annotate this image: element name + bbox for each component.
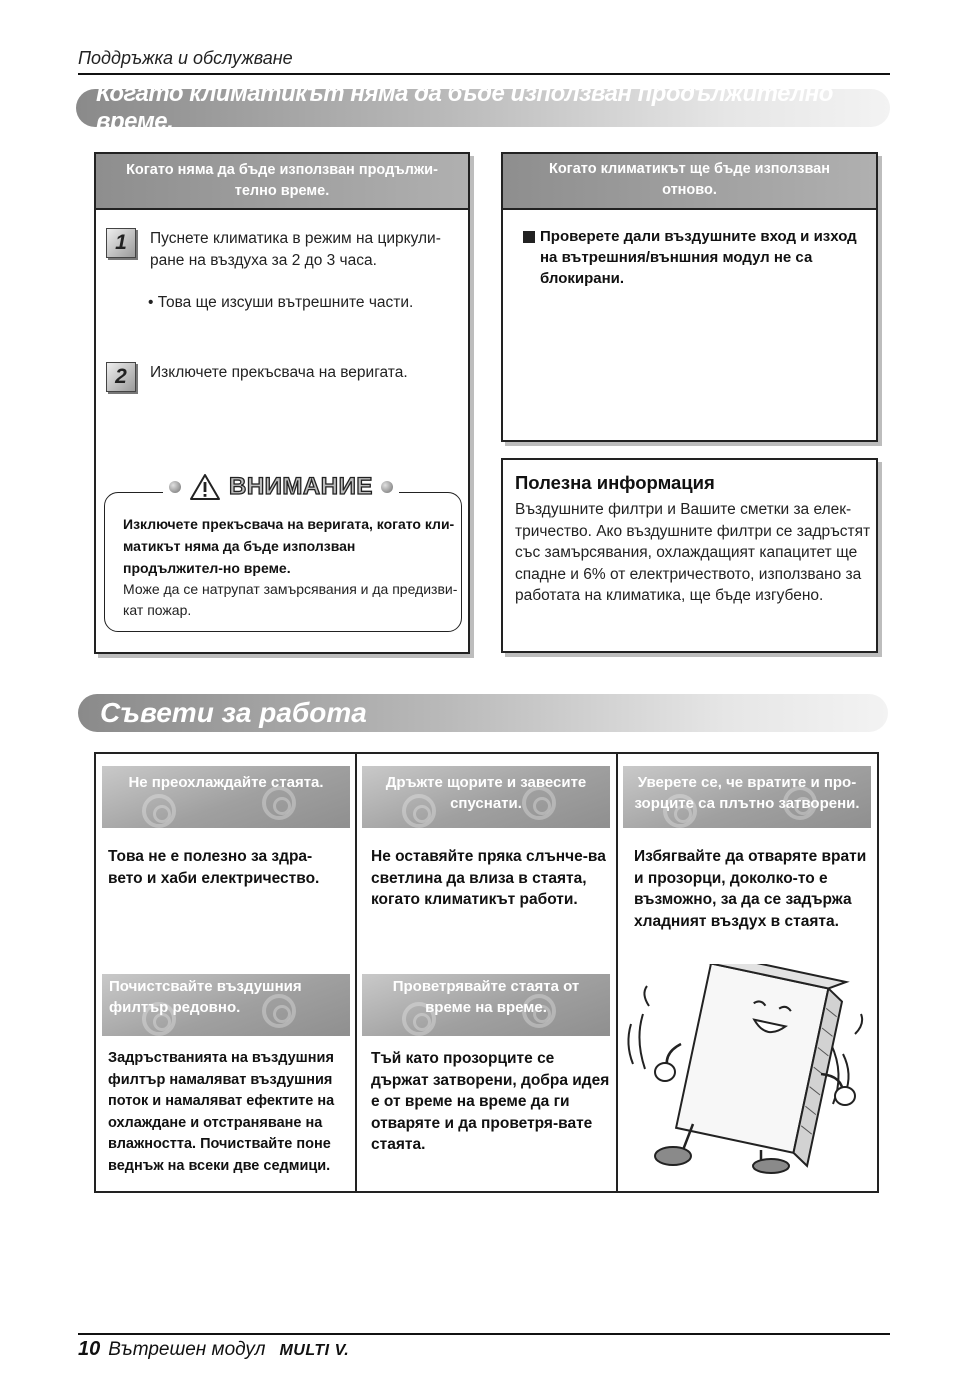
not-in-use-box xyxy=(94,152,470,654)
caution-title xyxy=(163,473,399,501)
tip-header xyxy=(623,766,871,828)
tip-header xyxy=(102,766,350,828)
box-header-line: Когато климатикът ще бъде използван xyxy=(548,161,831,177)
bullet-dot-icon xyxy=(381,481,393,493)
step-2 xyxy=(106,362,408,392)
section-banner-tips xyxy=(78,694,888,732)
step-1 xyxy=(106,228,466,272)
step-1-note: • Това ще изсуши вътрешните части. xyxy=(148,294,414,311)
banner-text: Съвети за работа xyxy=(100,697,367,728)
info-title: Полезна информация xyxy=(515,472,715,493)
page-footer xyxy=(78,1338,349,1361)
footer-rule xyxy=(78,1333,890,1335)
step-text: Изключете прекъсвача на веригата. xyxy=(150,364,408,381)
tip-header-text: Почистсвайте въздушния филтър редовно. xyxy=(109,978,302,1016)
tip-header xyxy=(362,974,610,1036)
caution-detail-text: Може да се натрупат замърсявания и да предизви-кат пожар. xyxy=(123,581,458,618)
banner-text: Когато климатикът няма да бъде използван продължително време. xyxy=(96,80,833,135)
tip-header-text: Дръжте щорите и завесите спуснати. xyxy=(385,774,587,812)
tip-body: Не оставяйте пряка слънче-ва светлина да влиза в стаята, когато климатикът работи. xyxy=(371,848,606,908)
caution-warning-text: Изключете прекъсвача на веригата, когато кли-матикът няма да бъде използван продължител-но време. xyxy=(123,516,455,576)
tip-body: Тъй като прозорците се държат затворени, добра идея е от време на време да ги отваряте и да проветря-вате стаята. xyxy=(371,1050,610,1153)
tip-header-text: Не преохлаждайте стаята. xyxy=(128,774,324,791)
tip-body: Избягвайте да отваряте врати и прозорци, доколко-то е възможно, за да се задържа хладният въздух в стаята. xyxy=(634,848,867,930)
multi-v-logo: MULTI V. xyxy=(279,1342,350,1359)
warning-triangle-icon xyxy=(189,473,221,501)
check-item-text: Проверете дали въздушните вход и изход на вътрешния/външния модул не са блокирани. xyxy=(540,228,857,287)
tip-header xyxy=(362,766,610,828)
column-divider xyxy=(355,754,357,1191)
column-divider xyxy=(616,754,618,1191)
header-rule xyxy=(78,73,890,75)
section-banner-long-term xyxy=(76,80,890,135)
tip-body: Задръстванията на въздушния филтър намаляват въздушния поток и намаляват ефектите на охлаждане и отстраняване на влажността. Почиствайте поне веднъж на всеки две седмици. xyxy=(108,1050,335,1174)
step-number-badge: 2 xyxy=(106,362,136,392)
box-header xyxy=(96,154,468,210)
step-text: Пуснете климатика в режим на циркули-ране на въздуха за 2 до 3 часа. xyxy=(150,230,441,269)
caution-panel xyxy=(104,473,462,632)
tip-header xyxy=(102,974,350,1036)
box-header-line: телно време. xyxy=(234,183,330,199)
caution-heading: ВНИМАНИЕ xyxy=(229,473,373,500)
tip-body: Това не е полезно за здра-вето и хаби електричество. xyxy=(108,848,320,887)
square-bullet-icon xyxy=(523,231,535,243)
check-item xyxy=(523,226,863,289)
box-header-line: Когато няма да бъде използван продължи- xyxy=(126,162,438,178)
useful-info-box xyxy=(501,458,878,653)
tip-header-text: Проветрявайте стаята от време на време. xyxy=(392,978,580,1016)
step-number-badge: 1 xyxy=(106,228,136,258)
header-section-title: Поддръжка и обслужване xyxy=(78,48,293,68)
box-header-line: отново. xyxy=(662,182,717,198)
indoor-unit-mascot-illustration xyxy=(621,964,871,1174)
bullet-dot-icon xyxy=(169,481,181,493)
reuse-box xyxy=(501,152,878,442)
tip-header-text: Уверете се, че вратите и про-зорците са плътно затворени. xyxy=(634,774,860,812)
swirl-decoration-icon xyxy=(142,794,176,828)
info-text: Въздушните филтри и Вашите сметки за елек-тричество. Ако въздушните филтри се задръстят със замърсявания, охлаждащият капацитет ще спадне и 6% от електричеството, използвано за работата на климатика, ще бъде изгубено. xyxy=(515,501,871,604)
page-number: 10 xyxy=(78,1338,101,1360)
box-header xyxy=(503,154,876,210)
tips-grid xyxy=(94,752,879,1193)
footer-title: Вътрешен модул xyxy=(108,1339,266,1360)
